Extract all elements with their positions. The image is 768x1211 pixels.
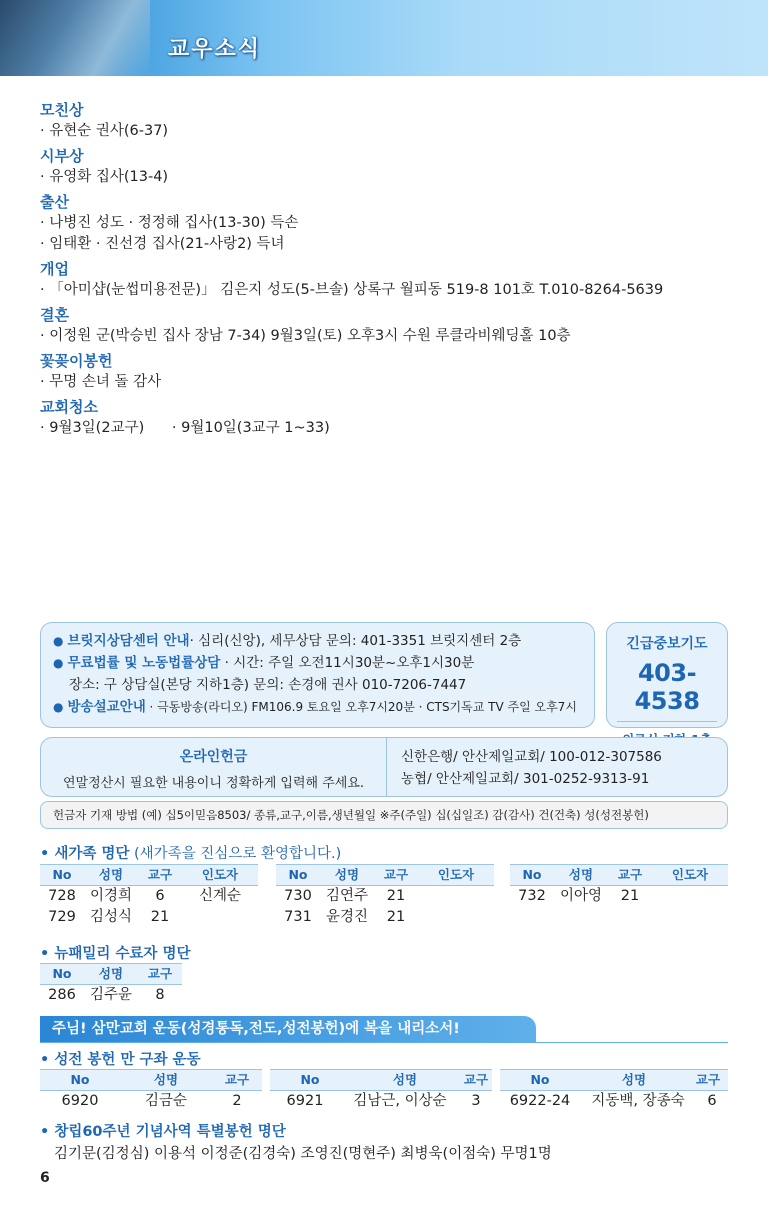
temple-title: • 성전 봉헌 만 구좌 운동 bbox=[40, 1052, 201, 1068]
table-header bbox=[500, 1069, 728, 1091]
new-family-table-1 bbox=[40, 864, 258, 928]
bridge-title: 브릿지상담센터 안내 bbox=[67, 633, 190, 649]
cell: 286 bbox=[48, 987, 76, 1003]
broadcast-line bbox=[53, 696, 582, 718]
prayer-phone: 403-4538 bbox=[634, 659, 700, 715]
col-header: 성명 bbox=[334, 867, 360, 882]
col-header: 교구 bbox=[383, 867, 409, 882]
anniversary-title: • 창립60주년 기념사역 특별봉헌 명단 bbox=[40, 1124, 286, 1140]
temple-table-1 bbox=[40, 1069, 262, 1112]
cell: 730 bbox=[284, 888, 312, 904]
col-header: 교구 bbox=[147, 867, 173, 882]
new-family-note: (새가족을 진심으로 환영합니다.) bbox=[129, 846, 342, 862]
new-family-table-3 bbox=[510, 864, 728, 907]
cell: 728 bbox=[48, 888, 76, 904]
legal-line-2 bbox=[53, 674, 582, 696]
notice-item: · 「아미샵(눈썹미용전문)」 김은지 성도(5-브솔) 상록구 월피동 519-8 101호 T.010-8264-5639 bbox=[40, 282, 664, 298]
col-header: 인도자 bbox=[671, 867, 709, 882]
notice-list bbox=[40, 96, 740, 439]
notice-item: · 임태환 · 진선경 집사(21-사랑2) 득녀 bbox=[40, 236, 285, 252]
table-header bbox=[510, 864, 728, 886]
page-title: 교우소식 bbox=[168, 37, 262, 62]
online-offering-box bbox=[40, 737, 728, 797]
table-row bbox=[276, 907, 494, 928]
anniversary-names: 김기문(김정심) 이용석 이정준(김경숙) 조영진(명현주) 최병욱(이점숙) 무명1명 bbox=[54, 1146, 552, 1162]
prayer-banner: 주님! 삼만교회 운동(성경통독,전도,성전봉헌)에 복을 내리소서! bbox=[40, 1016, 536, 1042]
cell: 2 bbox=[232, 1093, 242, 1109]
col-header: 성명 bbox=[621, 1072, 647, 1087]
bullet-icon: ● bbox=[53, 634, 64, 648]
col-header: 교구 bbox=[224, 1072, 250, 1087]
cell: 지동백, 장종숙 bbox=[591, 1093, 685, 1109]
notice-category: 모친상 bbox=[40, 101, 84, 119]
notice-item: · 이정원 군(박승빈 집사 장남 7-34) 9월3일(토) 오후3시 수원 루클라비웨딩홀 10층 bbox=[40, 328, 571, 344]
online-left bbox=[41, 738, 387, 796]
cell: 729 bbox=[48, 909, 76, 925]
col-header: 인도자 bbox=[201, 867, 239, 882]
cell: 6920 bbox=[61, 1093, 99, 1109]
cell: 김금순 bbox=[144, 1093, 188, 1109]
broadcast-title: 방송설교안내 bbox=[67, 699, 146, 715]
new-family-title bbox=[40, 842, 341, 863]
col-header: No bbox=[530, 1072, 550, 1087]
page-number: 6 bbox=[40, 1170, 50, 1186]
cell: 김주윤 bbox=[89, 987, 133, 1003]
legal-text-2: 장소: 구 상담실(본당 지하1층) 문의: 손경애 권사 010-7206-7447 bbox=[69, 677, 467, 693]
table-header bbox=[276, 864, 494, 886]
table-row bbox=[40, 1091, 262, 1112]
col-header: No bbox=[300, 1072, 320, 1087]
table-row bbox=[40, 907, 258, 928]
prayer-title: 긴급중보기도 bbox=[626, 636, 708, 652]
bridge-text: · 심리(신앙), 세무상담 문의: 401-3351 브릿지센터 2층 bbox=[189, 633, 522, 649]
prayer-box bbox=[606, 622, 728, 728]
temple-table-2 bbox=[270, 1069, 492, 1112]
bullet-icon: ● bbox=[53, 656, 64, 670]
grad-table bbox=[40, 963, 182, 1006]
notice-item: · 무명 손녀 돌 감사 bbox=[40, 374, 162, 390]
cell: 3 bbox=[471, 1093, 481, 1109]
bullet-icon: ● bbox=[53, 700, 64, 714]
cell: 김연주 bbox=[325, 888, 369, 904]
col-header: 교구 bbox=[617, 867, 643, 882]
notice-item: · 나병진 성도 · 정정해 집사(13-30) 득손 bbox=[40, 215, 299, 231]
cell: 신계순 bbox=[198, 888, 242, 904]
legal-text: · 시간: 주일 오전11시30분~오후1시30분 bbox=[220, 655, 475, 671]
table-header bbox=[40, 963, 182, 985]
notice-category: 꽃꽂이봉헌 bbox=[40, 352, 113, 370]
col-header: 성명 bbox=[98, 867, 124, 882]
divider bbox=[617, 721, 717, 722]
legal-title: 무료법률 및 노동법률상담 bbox=[67, 655, 221, 671]
notice-category: 시부상 bbox=[40, 147, 84, 165]
col-header: 교구 bbox=[463, 1072, 489, 1087]
notice-item: · 9월3일(2교구) · 9월10일(3교구 1~33) bbox=[40, 420, 330, 436]
col-header: No bbox=[70, 1072, 90, 1087]
table-row bbox=[40, 985, 182, 1006]
notice-item: · 유현순 권사(6-37) bbox=[40, 123, 169, 139]
cell: 6921 bbox=[286, 1093, 324, 1109]
col-header: 인도자 bbox=[437, 867, 475, 882]
new-family-table-2 bbox=[276, 864, 494, 928]
header-photo bbox=[0, 0, 150, 76]
table-row bbox=[276, 886, 494, 907]
col-header: 성명 bbox=[568, 867, 594, 882]
temple-table-3 bbox=[500, 1069, 728, 1112]
table-row bbox=[510, 886, 728, 907]
cell: 731 bbox=[284, 909, 312, 925]
cell bbox=[418, 886, 494, 907]
col-header: No bbox=[52, 867, 72, 882]
cell: 윤경진 bbox=[325, 909, 369, 925]
online-note: 연말정산시 필요한 내용이니 정확하게 입력해 주세요. bbox=[62, 776, 365, 791]
cell: 이경희 bbox=[89, 888, 133, 904]
notice-category: 출산 bbox=[40, 193, 69, 211]
table-header bbox=[40, 1069, 262, 1091]
method-box: 헌금자 기재 방법 (예) 십5이믿음8503/ 종류,교구,이름,생년월일 ※주(주일) 십(십일조) 감(감사) 건(건축) 성(성전봉헌) bbox=[40, 801, 728, 829]
table-row bbox=[500, 1091, 728, 1112]
cell: 21 bbox=[150, 909, 170, 925]
col-header: No bbox=[522, 867, 542, 882]
info-box bbox=[40, 622, 595, 728]
cell: 6 bbox=[707, 1093, 717, 1109]
cell: 김남근, 이상순 bbox=[353, 1093, 447, 1109]
cell: 21 bbox=[386, 888, 406, 904]
cell bbox=[182, 907, 258, 928]
notice-category: 교회청소 bbox=[40, 398, 98, 416]
divider bbox=[40, 1042, 728, 1043]
cell: 6922-24 bbox=[509, 1093, 571, 1109]
notice-category: 결혼 bbox=[40, 306, 69, 324]
header-banner bbox=[0, 0, 768, 76]
bank-account-1: 신한은행/ 안산제일교회/ 100-012-307586 bbox=[401, 749, 662, 765]
notice-category: 개업 bbox=[40, 260, 69, 278]
col-header: 교구 bbox=[147, 966, 173, 981]
cell: 6 bbox=[155, 888, 165, 904]
bank-account-2: 농협/ 안산제일교회/ 301-0252-9313-91 bbox=[401, 771, 650, 787]
legal-line bbox=[53, 652, 582, 674]
cell: 21 bbox=[386, 909, 406, 925]
grad-title: • 뉴패밀리 수료자 명단 bbox=[40, 946, 191, 962]
col-header: No bbox=[52, 966, 72, 981]
col-header: 성명 bbox=[153, 1072, 179, 1087]
online-title: 온라인헌금 bbox=[179, 749, 248, 765]
table-row bbox=[270, 1091, 492, 1112]
cell bbox=[652, 886, 728, 907]
broadcast-text: · 극동방송(라디오) FM106.9 토요일 오후7시20분 · CTS기독교 TV 주일 오후7시 bbox=[145, 700, 577, 714]
col-header: 성명 bbox=[98, 966, 124, 981]
cell: 8 bbox=[155, 987, 165, 1003]
online-right bbox=[401, 746, 662, 790]
notice-item: · 유영화 집사(13-4) bbox=[40, 169, 169, 185]
col-header: 교구 bbox=[695, 1072, 721, 1087]
table-header bbox=[40, 864, 258, 886]
bridge-line bbox=[53, 630, 582, 652]
cell: 김성식 bbox=[89, 909, 133, 925]
table-header bbox=[270, 1069, 492, 1091]
table-row bbox=[40, 886, 258, 907]
cell: 이아영 bbox=[559, 888, 603, 904]
cell bbox=[418, 907, 494, 928]
new-family-title-text: • 새가족 명단 bbox=[40, 846, 130, 862]
cell: 732 bbox=[518, 888, 546, 904]
cell: 21 bbox=[620, 888, 640, 904]
col-header: 성명 bbox=[392, 1072, 418, 1087]
col-header: No bbox=[288, 867, 308, 882]
